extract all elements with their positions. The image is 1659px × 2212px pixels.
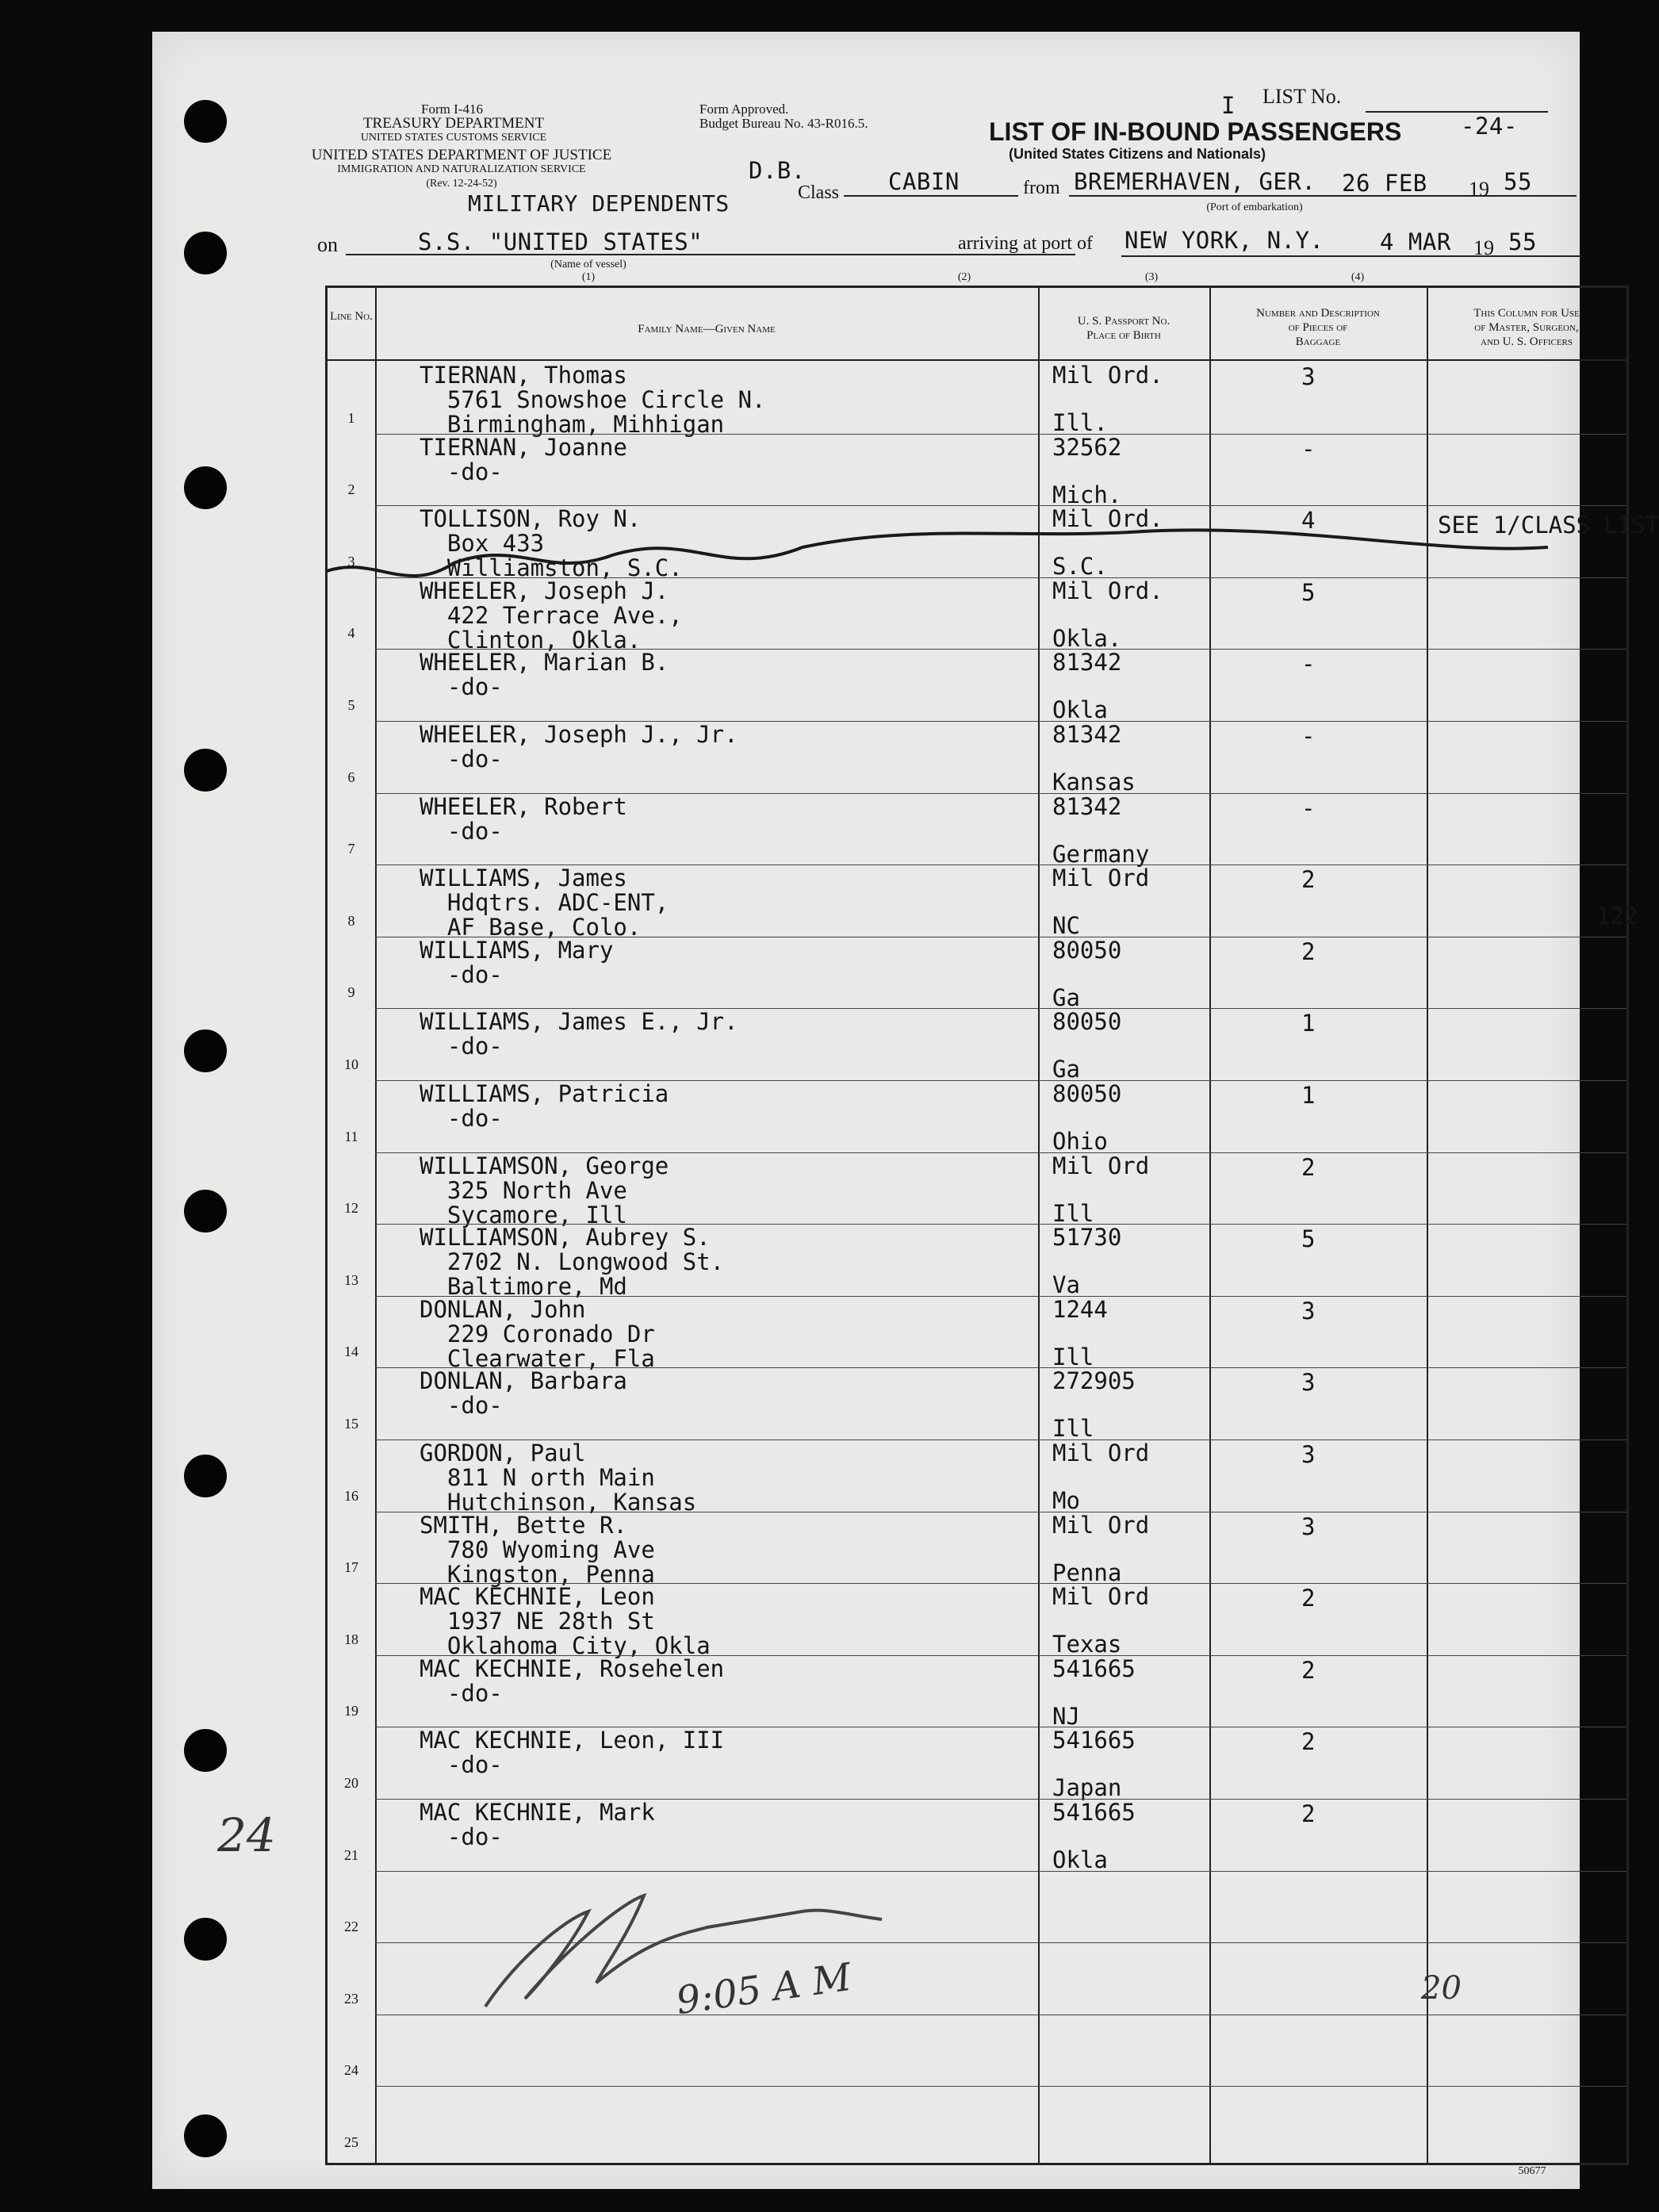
row-passport-no: 80050 [1052, 936, 1122, 964]
row-baggage: 2 [1301, 1728, 1316, 1756]
row-place-of-birth: Okla [1052, 1846, 1108, 1873]
row-passenger-name: MAC KECHNIE, Rosehelen -do- [420, 1654, 725, 1707]
list-no: -24- [1461, 113, 1518, 140]
dept-justice: UNITED STATES DEPARTMENT OF JUSTICE [311, 147, 612, 163]
row-passport-no: 32562 [1052, 433, 1122, 461]
row-passport-no: Mil Ord [1052, 864, 1150, 892]
row-passport-no: Mil Ord [1052, 1511, 1150, 1539]
row-place-of-birth: Ill [1052, 1343, 1094, 1371]
handwritten-count: 20 [1421, 1970, 1462, 2007]
row-baggage: 3 [1301, 363, 1316, 390]
row-line-number: 10 [344, 1056, 358, 1072]
row-passport-no: 272905 [1052, 1367, 1136, 1395]
table-row [328, 1440, 1626, 1516]
row-line-number: 23 [344, 1990, 358, 2007]
row-line-number: 14 [344, 1344, 358, 1360]
row-line-number: 12 [344, 1200, 358, 1217]
punch-hole [184, 1729, 227, 1772]
row-place-of-birth: Texas [1052, 1631, 1122, 1658]
row-line-number: 11 [344, 1128, 358, 1144]
table-row [328, 1583, 1626, 1660]
table-row [328, 362, 1626, 438]
row-place-of-birth: Mich. [1052, 481, 1122, 508]
handwritten-time: 9:05 A M [673, 1954, 854, 2024]
table-row [328, 1008, 1626, 1083]
row-baggage: 1 [1301, 1082, 1316, 1109]
row-officer-note: SEE 1/CLASS LIST [1438, 512, 1659, 539]
col-header-baggage-1: Number and Description [1256, 307, 1380, 320]
table-row [328, 721, 1626, 793]
revision: (Rev. 12-24-52) [426, 178, 497, 190]
row-baggage: 3 [1301, 1297, 1316, 1325]
col2-num: (2) [957, 271, 971, 283]
row-line-number: 15 [344, 1415, 358, 1432]
footer-code: 50677 [1518, 2165, 1546, 2177]
row-passenger-name: WILLIAMSON, George 325 North Ave Sycamore, Ill [420, 1152, 669, 1229]
table-row [328, 1080, 1626, 1155]
signature-scribble [469, 1888, 914, 2015]
row-place-of-birth: Germany [1052, 840, 1150, 868]
row-place-of-birth: Ga [1052, 983, 1080, 1011]
manifest-page [152, 32, 1659, 2189]
db-mark: D.B. [749, 157, 806, 184]
row-passport-no: 81342 [1052, 792, 1122, 820]
row-place-of-birth: Ill. [1052, 409, 1108, 436]
row-line-number: 13 [344, 1271, 358, 1288]
row-line-number: 25 [344, 2133, 358, 2150]
form-approved: Form Approved. [699, 102, 789, 117]
row-line-number: 17 [344, 1559, 358, 1576]
vessel-name: S.S. "UNITED STATES" [418, 228, 703, 255]
row-passenger-name: MAC KECHNIE, Mark -do- [420, 1799, 655, 1850]
table-row [328, 792, 1626, 868]
row-passport-no: 541665 [1052, 1799, 1136, 1826]
row-passport-no: 51730 [1052, 1224, 1122, 1252]
row-baggage: 2 [1301, 1800, 1316, 1827]
col-header-officers-3: and U. S. Officers [1481, 335, 1573, 348]
dept-treasury: TREASURY DEPARTMENT [362, 115, 545, 132]
row-passport-no: 1244 [1052, 1295, 1108, 1323]
row-baggage: 2 [1301, 1656, 1316, 1684]
row-passenger-name: TIERNAN, Joanne -do- [420, 433, 627, 485]
table-row [328, 1511, 1626, 1588]
row-line-number: 2 [347, 481, 355, 498]
row-baggage: 3 [1301, 1512, 1316, 1540]
row-place-of-birth: NC [1052, 912, 1080, 940]
row-place-of-birth: Okla [1052, 696, 1108, 724]
manifest-title: LIST OF IN-BOUND PASSENGERS [989, 117, 1402, 146]
table-row [328, 2015, 1626, 2087]
punch-hole [184, 2114, 227, 2157]
row-place-of-birth: Ga [1052, 1056, 1080, 1083]
row-place-of-birth: Kansas [1052, 769, 1136, 795]
arrival-year: 55 [1508, 228, 1537, 255]
table-row [328, 1367, 1626, 1443]
row-line-number: 6 [347, 769, 355, 785]
row-place-of-birth: NJ [1052, 1702, 1080, 1730]
table-row [328, 1152, 1626, 1229]
arrival-date: 4 MAR [1380, 228, 1451, 255]
row-passenger-name: MAC KECHNIE, Leon, III -do- [420, 1727, 725, 1779]
col-header-baggage-2: of Pieces of [1288, 321, 1348, 334]
table-row [328, 864, 1638, 941]
row-passport-no: 81342 [1052, 721, 1122, 748]
row-passenger-name: DONLAN, John 229 Coronado Dr Clearwater, Fla [420, 1295, 655, 1372]
row-passport-no: Mil Ord [1052, 1440, 1150, 1466]
from-label: from [1023, 178, 1060, 198]
strikeout-line [311, 505, 1580, 606]
arrival-port: NEW YORK, N.Y. [1125, 227, 1324, 254]
col4-num: (4) [1351, 271, 1365, 283]
row-line-number: 21 [344, 1846, 358, 1863]
row-line-number: 5 [347, 696, 355, 713]
row-baggage: - [1301, 794, 1316, 822]
punch-hole [184, 100, 227, 143]
row-passport-no: 541665 [1052, 1654, 1136, 1682]
col-header-passport-1: U. S. Passport No. [1077, 315, 1170, 328]
table-row [328, 434, 1626, 506]
table-row [328, 1224, 1626, 1301]
table-row [328, 649, 1626, 724]
row-place-of-birth: Japan [1052, 1774, 1122, 1802]
manifest-subtitle: (United States Citizens and Nationals) [1009, 146, 1266, 162]
row-line-number: 20 [344, 1774, 358, 1791]
row-place-of-birth: Mo [1052, 1487, 1080, 1514]
col1-num: (1) [581, 271, 596, 283]
row-passport-no: Mil Ord [1052, 1152, 1150, 1179]
row-passenger-name: TOLLISON, Roy N. Box 433 Williamston, S.C. [420, 505, 683, 582]
row-passport-no: 80050 [1052, 1080, 1122, 1107]
row-passport-no: Mil Ord. [1052, 577, 1163, 604]
row-baggage: 2 [1301, 937, 1316, 965]
row-line-number: 16 [344, 1487, 358, 1504]
row-passenger-name: WILLIAMSON, Aubrey S. 2702 N. Longwood St. Baltimore, Md [420, 1224, 725, 1301]
row-passenger-name: TIERNAN, Thomas 5761 Snowshoe Circle N. Birmingham, Mihhigan [420, 362, 766, 438]
row-passport-no: Mil Ord. [1052, 505, 1163, 533]
row-passport-no: Mil Ord. [1052, 362, 1163, 389]
row-officer-note: 122 [1596, 903, 1638, 930]
class-value: CABIN [888, 168, 960, 195]
row-line-number: 22 [344, 1919, 358, 1935]
col-header-passport-2: Place of Birth [1086, 329, 1161, 342]
col-header-officers-1: This Column for Use [1473, 307, 1580, 320]
row-baggage: 5 [1301, 578, 1316, 606]
col3-num: (3) [1144, 271, 1159, 283]
punch-hole [184, 1029, 227, 1072]
row-line-number: 18 [344, 1631, 358, 1647]
row-line-number: 7 [347, 841, 355, 857]
table-row [328, 1295, 1626, 1372]
table-row [328, 1654, 1626, 1730]
row-place-of-birth: Okla. [1052, 624, 1122, 652]
row-place-of-birth: Va [1052, 1271, 1080, 1299]
row-baggage: 3 [1301, 1369, 1316, 1397]
arrival-year-prefix: 19 [1473, 236, 1494, 259]
row-passenger-name: WHEELER, Robert -do- [420, 792, 627, 845]
row-line-number: 19 [344, 1703, 358, 1719]
class-label: Class [798, 182, 840, 203]
punch-hole [184, 1190, 227, 1233]
row-passenger-name: MAC KECHNIE, Leon 1937 NE 28th St Oklahoma City, Okla [420, 1583, 711, 1660]
on-label: on [317, 233, 338, 256]
punch-hole [184, 466, 227, 509]
row-baggage: 2 [1301, 1153, 1316, 1181]
roman-numeral: I [1221, 92, 1236, 119]
row-baggage: 2 [1301, 866, 1316, 894]
embark-year-prefix: 19 [1469, 178, 1489, 201]
row-place-of-birth: Ill [1052, 1415, 1094, 1443]
row-passport-no: Mil Ord [1052, 1583, 1150, 1611]
table-row [328, 1727, 1626, 1802]
row-passenger-name: GORDON, Paul 811 N orth Main Hutchinson, Kansas [420, 1440, 697, 1516]
handwritten-margin-count: 24 [217, 1808, 276, 1862]
row-passenger-name: WILLIAMS, Mary -do- [420, 936, 614, 988]
row-passenger-name: WILLIAMS, James Hdqtrs. ADC-ENT, AF Base, Colo. [420, 864, 669, 941]
col-header-baggage-3: Baggage [1295, 335, 1341, 348]
row-baggage: - [1301, 650, 1316, 678]
punch-hole [184, 1918, 227, 1961]
punch-hole [184, 749, 227, 792]
punch-hole [184, 1455, 227, 1497]
table-row [328, 937, 1626, 1009]
embark-date: 26 FEB [1342, 170, 1427, 197]
row-passenger-name: WILLIAMS, James E., Jr. -do- [420, 1008, 738, 1060]
customs-service: UNITED STATES CUSTOMS SERVICE [360, 132, 547, 144]
arriving-label: arriving at port of [958, 233, 1093, 254]
col-header-officers-2: of Master, Surgeon, [1474, 321, 1579, 334]
row-line-number: 8 [347, 912, 355, 929]
row-baggage: 4 [1301, 507, 1316, 535]
table-row [328, 1799, 1626, 1871]
category: MILITARY DEPENDENTS [468, 190, 730, 217]
port-embarkation: BREMERHAVEN, GER. [1074, 168, 1316, 195]
vessel-caption: (Name of vessel) [550, 259, 626, 270]
row-place-of-birth: Ill [1052, 1199, 1094, 1227]
form-id: Form I-416 [421, 102, 483, 117]
row-passenger-name: WHEELER, Joseph J. 422 Terrace Ave., Clinton, Okla. [420, 577, 683, 654]
row-passport-no: 541665 [1052, 1727, 1136, 1754]
row-baggage: - [1301, 723, 1316, 749]
table-row [328, 2086, 1626, 2158]
row-line-number: 9 [347, 984, 355, 1001]
list-no-label: LIST No. [1262, 85, 1342, 108]
row-baggage: 2 [1301, 1585, 1316, 1612]
col-header-name: Family Name—Given Name [638, 323, 776, 335]
row-passenger-name: WHEELER, Marian B. -do- [420, 649, 669, 701]
row-line-number: 1 [347, 409, 355, 426]
row-place-of-birth: Penna [1052, 1558, 1122, 1586]
row-passenger-name: SMITH, Bette R. 780 Wyoming Ave Kingston, Penna [420, 1511, 655, 1588]
ins: IMMIGRATION AND NATURALIZATION SERVICE [337, 163, 586, 175]
row-place-of-birth: S.C. [1052, 553, 1108, 581]
row-passport-no: 81342 [1052, 649, 1122, 677]
row-passenger-name: WHEELER, Joseph J., Jr. -do- [420, 721, 738, 772]
row-baggage: 5 [1301, 1225, 1316, 1253]
row-passenger-name: DONLAN, Barbara -do- [420, 1367, 627, 1420]
row-line-number: 3 [347, 553, 355, 569]
row-passport-no: 80050 [1052, 1008, 1122, 1036]
row-baggage: - [1301, 435, 1316, 462]
col-header-line: Line No. [330, 310, 373, 323]
port-embark-caption: (Port of embarkation) [1206, 201, 1303, 213]
row-place-of-birth: Ohio [1052, 1128, 1108, 1155]
punch-hole [184, 232, 227, 274]
row-passenger-name: WILLIAMS, Patricia -do- [420, 1080, 669, 1132]
row-baggage: 3 [1301, 1441, 1316, 1468]
embark-year: 55 [1504, 168, 1532, 195]
row-line-number: 4 [347, 625, 355, 642]
row-baggage: 1 [1301, 1010, 1316, 1037]
budget-bureau: Budget Bureau No. 43-R016.5. [699, 116, 868, 131]
row-line-number: 24 [344, 2062, 358, 2079]
